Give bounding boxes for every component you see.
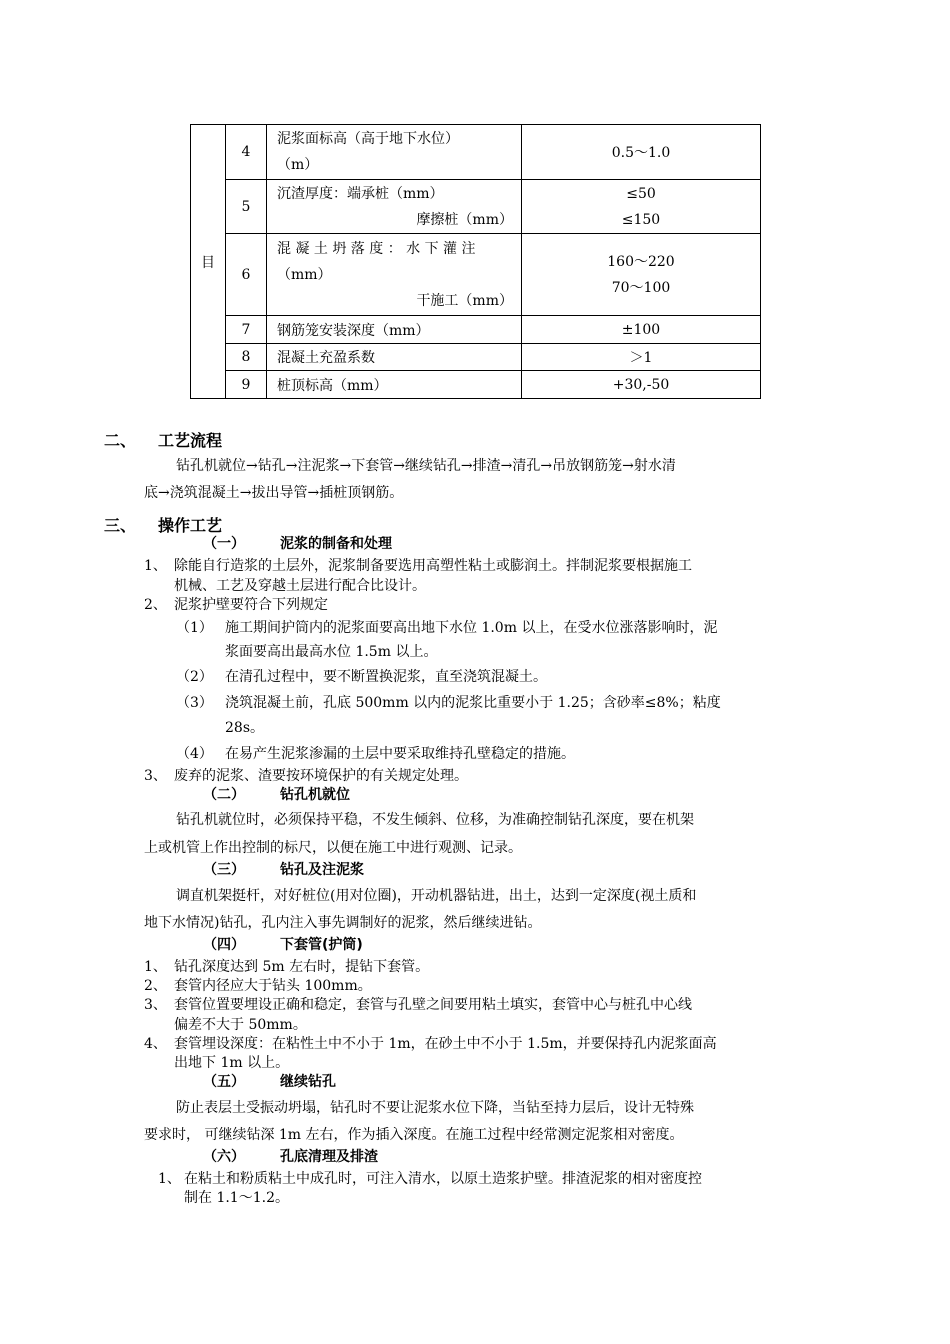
section-3-number: 三、: [104, 516, 137, 535]
paragraph-line: 调直机架挺杆，对好桩位(用对位圈)，开动机器钻进，出土，达到一定深度(视土质和: [176, 888, 697, 904]
list-text: 偏差不大于 50mm。: [174, 1017, 307, 1033]
side-label-cell: [191, 125, 226, 399]
row-number: 9: [226, 371, 267, 399]
item-cell: [267, 125, 522, 180]
list-text: 套管埋设深度：在粘性土中不小于 1m，在砂土中不小于 1.5m，并要保持孔内泥浆面高: [174, 1036, 717, 1052]
value-cell: [522, 125, 761, 180]
subsection-number: （六）: [203, 1149, 245, 1165]
sub-list-text: 在清孔过程中，要不断置换泥浆，直至浇筑混凝土。: [225, 669, 547, 685]
sub-list-text: 在易产生泥浆渗漏的土层中要采取维持孔壁稳定的措施。: [225, 746, 575, 762]
table-row: [191, 371, 761, 399]
section-2-title: 工艺流程: [158, 431, 223, 450]
list-text: 泥浆护壁要符合下列规定: [174, 597, 328, 613]
list-text: 套管位置要埋设正确和稳定，套管与孔壁之间要用粘土填实，套管中心与桩孔中心线: [174, 997, 692, 1013]
item-line: 干施工（mm）: [416, 292, 513, 309]
sub-list-number: （4）: [176, 746, 213, 762]
subsection-title: 继续钻孔: [280, 1074, 336, 1090]
paragraph-line: 底→浇筑混凝土→拔出导管→插桩顶钢筋。: [144, 485, 404, 501]
subsection-title: 钻孔及注泥浆: [280, 862, 364, 878]
list-text: 机械、工艺及穿越土层进行配合比设计。: [174, 578, 426, 594]
item-cell: [267, 234, 522, 316]
list-number: 2、: [144, 978, 167, 994]
row-number: 4: [226, 125, 267, 180]
subsection-title: 下套管(护筒): [280, 937, 363, 953]
subsection-number: （四）: [203, 937, 245, 953]
subsection-number: （一）: [203, 536, 245, 552]
value-line: 70～100: [611, 279, 671, 296]
subsection-title: 孔底清理及排渣: [280, 1149, 378, 1165]
spec-table: [190, 124, 761, 399]
sub-list-number: （3）: [176, 695, 213, 711]
value-cell: [522, 234, 761, 316]
list-number: 3、: [144, 768, 167, 784]
sub-list-text: 浆面要高出最高水位 1.5m 以上。: [225, 644, 438, 660]
list-text: 除能自行造浆的土层外，泥浆制备要选用高塑性粘土或膨润土。拌制泥浆要根据施工: [174, 558, 692, 574]
sub-list-text: 浇筑混凝土前，孔底 500mm 以内的泥浆比重要小于 1.25；含砂率≤8%；粘度: [225, 695, 721, 711]
subsection-title: 钻孔机就位: [280, 787, 350, 803]
item-line: （mm）: [277, 266, 332, 283]
item-line: 混 凝 土 坍 落 度 ： 水 下 灌 注: [277, 240, 476, 257]
row-number: 6: [226, 234, 267, 316]
item-line: 摩擦桩（mm）: [416, 211, 513, 228]
list-number: 2、: [144, 597, 167, 613]
paragraph-line: 防止表层土受振动坍塌，钻孔时不要让泥浆水位下降，当钻至持力层后，设计无特殊: [176, 1100, 694, 1116]
subsection-number: （五）: [203, 1074, 245, 1090]
value-cell: ＞1: [522, 344, 761, 371]
item-cell: [267, 180, 522, 234]
row-number: 5: [226, 180, 267, 234]
table-row: [191, 180, 761, 234]
sub-list-text: 28s。: [225, 720, 264, 736]
value-cell: +30,-50: [522, 371, 761, 399]
list-text: 制在 1.1～1.2。: [184, 1190, 289, 1206]
sub-list-text: 施工期间护筒内的泥浆面要高出地下水位 1.0m 以上，在受水位涨落影响时，泥: [225, 620, 718, 636]
value-cell: ±100: [522, 316, 761, 344]
item-line: 沉渣厚度：端承桩（mm）: [277, 185, 444, 202]
list-text: 出地下 1m 以上。: [174, 1055, 290, 1071]
table-row: [191, 125, 761, 180]
section-2-number: 二、: [104, 431, 137, 450]
subsection-title: 泥浆的制备和处理: [280, 536, 392, 552]
paragraph-line: 上或机管上作出控制的标尺，以便在施工中进行观测、记录。: [144, 840, 522, 856]
table-row: [191, 234, 761, 316]
value-line: 160～220: [607, 253, 675, 270]
item-line: （m）: [277, 157, 319, 173]
paragraph-line: 地下水情况)钻孔，孔内注入事先调制好的泥浆，然后继续进钻。: [144, 915, 542, 931]
value-line: 0.5～1.0: [611, 145, 671, 161]
value-line: ≤50: [626, 185, 656, 202]
paragraph-line: 钻孔机就位时，必须保持平稳，不发生倾斜、位移，为准确控制钻孔深度，要在机架: [176, 812, 694, 828]
value-cell: [522, 180, 761, 234]
subsection-number: （三）: [203, 862, 245, 878]
row-number: 8: [226, 344, 267, 371]
list-number: 4、: [144, 1036, 167, 1052]
item-cell: 桩顶标高（mm）: [267, 371, 522, 399]
sub-list-number: （2）: [176, 669, 213, 685]
paragraph-line: 要求时， 可继续钻深 1m 左右，作为插入深度。在施工过程中经常测定泥浆相对密度。: [144, 1127, 684, 1143]
section-3-title: 操作工艺: [158, 516, 223, 535]
list-text: 在粘土和粉质粘土中成孔时，可注入清水，以原土造浆护壁。排渣泥浆的相对密度控: [184, 1171, 702, 1187]
item-cell: 混凝土充盈系数: [267, 344, 522, 371]
sub-list-number: （1）: [176, 620, 213, 636]
list-text: 套管内径应大于钻头 100mm。: [174, 978, 372, 994]
value-line: ≤150: [621, 211, 661, 228]
item-line: 泥浆面标高（高于地下水位）: [277, 131, 459, 147]
list-number: 1、: [158, 1171, 181, 1187]
list-text: 废弃的泥浆、渣要按环境保护的有关规定处理。: [174, 768, 468, 784]
list-number: 3、: [144, 997, 167, 1013]
table-row: [191, 344, 761, 371]
list-number: 1、: [144, 558, 167, 574]
list-text: 钻孔深度达到 5m 左右时，提钻下套管。: [174, 959, 430, 975]
side-label: 目: [201, 254, 215, 271]
paragraph-line: 钻孔机就位→钻孔→注泥浆→下套管→继续钻孔→排渣→清孔→吊放钢筋笼→射水清: [176, 458, 676, 474]
row-number: 7: [226, 316, 267, 344]
subsection-number: （二）: [203, 787, 245, 803]
list-number: 1、: [144, 959, 167, 975]
table-row: [191, 316, 761, 344]
item-cell: 钢筋笼安装深度（mm）: [267, 316, 522, 344]
